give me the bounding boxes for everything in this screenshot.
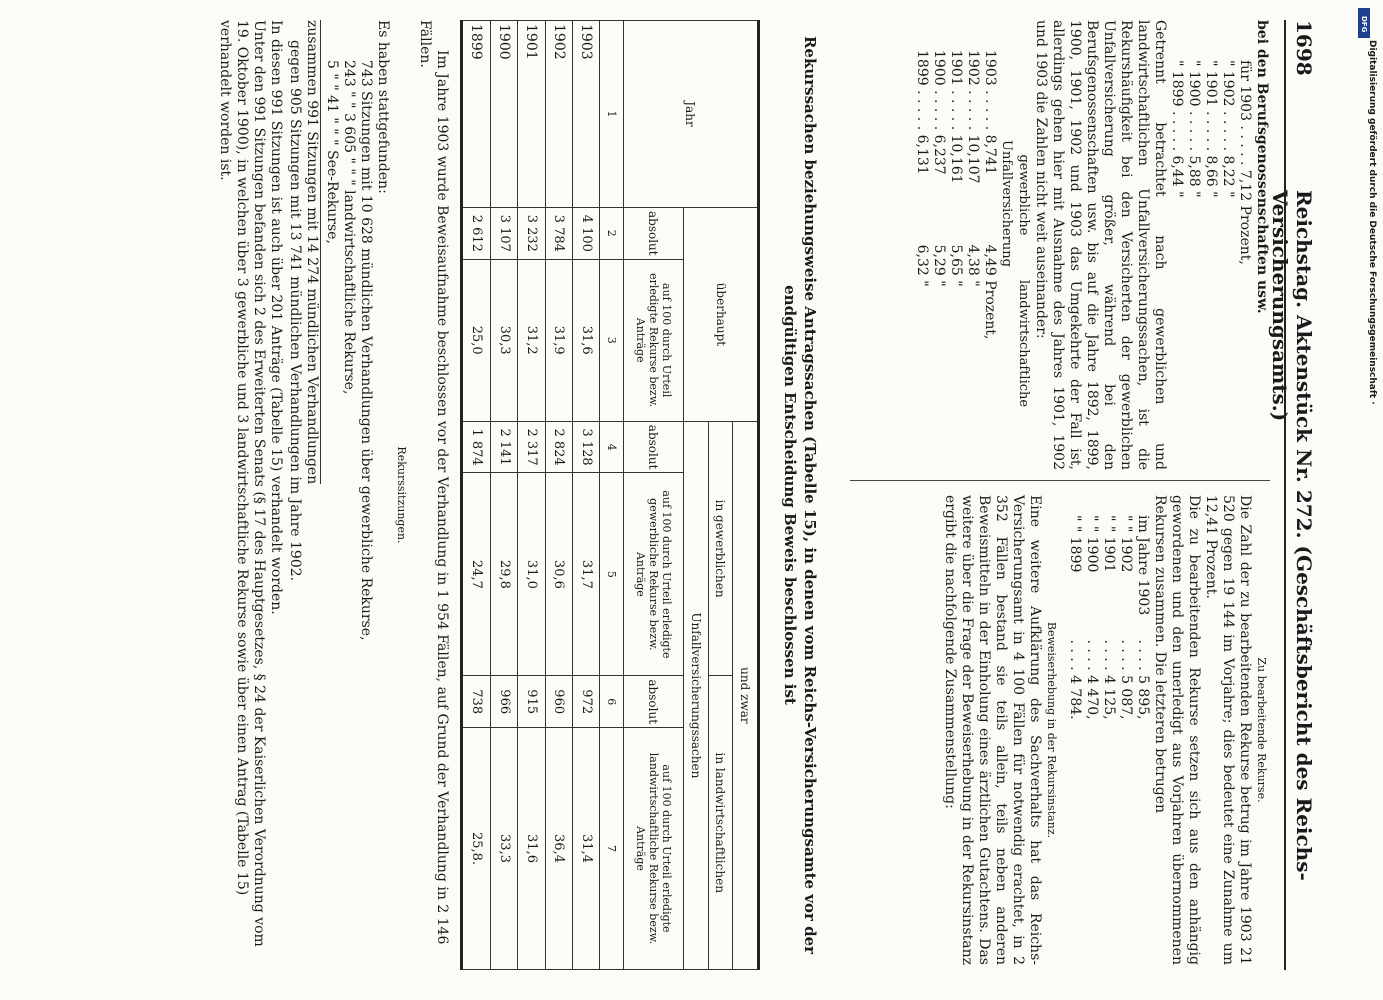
session-row: 743 Sitzungen mit 10 628 mündlichen Verhandlungen über gewerbliche Rekurse, (358, 60, 374, 641)
table-row: 1901 3 232 31,2 2 317 31,0 915 31,6 (518, 21, 545, 970)
col-number: 2 (600, 208, 623, 260)
page-header (1268, 20, 1322, 970)
col-head-per100: auf 100 durch Urteil erledigte Rekurse bezw. Anträge (623, 259, 684, 421)
rate-row: " 1900 . . . . . 5,88 " (1186, 60, 1202, 198)
right-column (941, 495, 1270, 965)
split-row: 1900 . . . . . 6,2375,29 " (931, 50, 947, 287)
col-number: 4 (600, 421, 623, 473)
rotated-content (50, 0, 1340, 990)
evidence-table (460, 20, 760, 970)
heading-rekurse: Zu bearbeitende Rekurse. (1255, 657, 1268, 803)
header-rule (1284, 20, 1286, 970)
para-rekurse-count: Die Zahl der zu bearbeitenden Rekurse betrug im Jahre 1903 21 520 gegen 19 144 im Vorjahre; dies bedeutet eine Zunahme um 12,41 Prozent. (1203, 495, 1253, 965)
col-number: 5 (600, 473, 623, 676)
rate-row: " 1901 . . . . . 8,66 " (1203, 60, 1219, 198)
col-head-absolut: absolut (623, 676, 684, 728)
carry-row: im Jahre 1903 . . . . 5 895, (1135, 515, 1151, 720)
col-head-absolut: absolut (623, 421, 684, 473)
bottom-section (216, 20, 450, 970)
col-head-per100-landw: auf 100 durch Urteil erledigte landwirtschaftliche Rekurse bezw. Anträge (623, 728, 684, 970)
split-headers (998, 20, 1032, 470)
split-row: 1899 . . . . . 6,1316,32 " (914, 50, 930, 287)
para-stattgefunden: Es haben stattgefunden: (375, 20, 391, 194)
session-row: 5 " " 41 " " " See-Rekurse, (324, 60, 340, 244)
rate-row: " 1899 . . . . . 6,44 " (1169, 60, 1185, 198)
split-row: 1901 . . . . . 10,1615,65 " (948, 50, 964, 287)
row-year: 1899 (462, 21, 491, 208)
sub-head-landw: landwirtschaftliche (1016, 280, 1031, 408)
dfg-logo: DFG (1358, 8, 1370, 38)
sub-head-gewerbl: gewerbliche Unfallversicherung (999, 140, 1031, 267)
col-number: 1 (600, 21, 623, 208)
rate-row: " 1902 . . . . . 8,22 " (1220, 60, 1236, 198)
para-rekurse-carry: Die zu bearbeitenden Rekurse setzen sich aus den anhängig gewordenen und den unerledigt aus Vorjahren übernommenen Rekursen zusammen. Die letzteren betrugen (1152, 495, 1202, 965)
evidence-table-grid (460, 20, 760, 970)
table-header-row (733, 21, 759, 970)
col-number: 7 (600, 728, 623, 970)
col-head-jahr: Jahr (623, 21, 758, 208)
table-row: 1902 3 784 31,9 2 824 30,6 960 36,4 (545, 21, 572, 970)
split-paragraph: Getrennt betrachtet nach gewerblichen und landwirtschaftlichen Unfallversicherungssachen, ist die Rekurshäufigkeit bei den Versicherten der gewerblichen Unfallversicherung größer, während bei den Berufsgenossenschaften usw. bis auf die Jahre 1892, 1899, 1900, 1901, 1902 und 1903 das Umgekehrte der Fall ist, allerdings gehen hier mit Ausnahme des Jahres 1901, 1902 und 1903 die Zahlen nicht weit auseinander: (1033, 20, 1168, 470)
digitization-credit: Digitalisierung gefördert durch die Deutsche Forschungsgemeinschaft · (1367, 40, 1377, 405)
col-head-unfall: Unfallversicherungssachen (684, 421, 709, 969)
row-year: 1902 (545, 21, 572, 208)
table-caption: Rekurssachen beziehungsweise Antragssachen (Tabelle 15), in denen vom Reichs-Versicherungsamte vor der endgültigen Entscheidung Beweis beschlossen ist (781, 35, 819, 955)
col-head-undzwar: und zwar (733, 421, 759, 969)
carry-row: " " 1899 . . . . 4 784. (1067, 515, 1083, 720)
running-title: Reichstag. Aktenstück Nr. 272. (Geschäftsbericht des Reichs-Versicherungsamts.) (1268, 190, 1316, 881)
para-beweis: Eine weitere Aufklärung des Sachverhalts hat das Reichs-Versicherungsamt in 4 100 Fällen für notwendig erachtet, in 2 352 Fällen bestand sie teils allein, teils neben anderen Beweismitteln in der Einholung eines ärztlichen Gutachtens. Das weitere über die Frage der Beweiserhebung in der Rekursinstanz ergibt die nachfolgende Zusammenstellung: (942, 495, 1043, 965)
table-row: 1900 3 107 30,3 2 141 29,8 966 33,3 (490, 21, 517, 970)
split-row: 1902 . . . . . 10,1074,38 " (965, 50, 981, 287)
rate-row: für 1903 . . . . . 7,12 Prozent, (1237, 60, 1253, 265)
left-column (913, 20, 1270, 470)
split-row: 1903 . . . . . 8,7414,49 Prozent, (982, 50, 998, 340)
session-list (323, 20, 374, 970)
para-erweiterter-senat: Unter den 991 Sitzungen befanden sich 2 des Erweiterten Senats (§ 17 des Hauptgesetzes, § 24 der Kaiserlichen Verordnung vom 19. Oktober 1900), in welchen über 3 gewerbliche und 3 landwirtschaftliche Rekurse sowie über einen Antrag (Tabelle 15) verhandelt worden ist. (217, 20, 267, 947)
session-compare: gegen 905 Sitzungen mit 13 741 mündlichen Verhandlungen im Jahre 1902. (287, 40, 303, 582)
session-sum: zusammen 991 Sitzungen mit 14 274 mündlichen Verhandlungen (304, 20, 320, 485)
col-head-landw: in landwirtschaftlichen (708, 676, 733, 970)
col-head-ueberhaupt: überhaupt (684, 208, 759, 422)
carry-row: " " 1901 . . . . 4 125, (1101, 515, 1117, 720)
session-row: 243 " " 3 605 " " " landwirtschaftliche Rekurse, (341, 60, 357, 395)
column-number-row (600, 21, 623, 970)
table-row: 1903 4 100 31,6 3 128 31,7 972 31,4 (573, 21, 600, 970)
carry-row: " " 1902 . . . . 5 087, (1118, 515, 1134, 720)
page-number: 1698 (1292, 20, 1316, 76)
intro-text: bei den Berufsgenossenschaften usw. (1254, 20, 1270, 314)
row-year: 1903 (573, 21, 600, 208)
carry-list (1066, 495, 1151, 965)
para-antraege: In diesen 991 Sitzungen ist auch über 201 Anträge (Tabelle 15) verhandelt worden. (268, 20, 284, 615)
rate-list (1168, 20, 1253, 470)
column-divider (850, 480, 1270, 481)
heading-beweis: Beweiserhebung in der Rekursinstanz. (1045, 621, 1058, 839)
carry-row: " " 1900 . . . . 4 470, (1084, 515, 1100, 720)
row-year: 1900 (490, 21, 517, 208)
table-row: 1899 2 612 25,0 1 874 24,7 738 25,8. (462, 21, 491, 970)
split-table (913, 20, 998, 470)
col-head-per100-gewerbl: auf 100 durch Urteil erledigte gewerbliche Rekurse bezw. Anträge (623, 473, 684, 676)
col-number: 6 (600, 676, 623, 728)
col-number: 3 (600, 259, 623, 421)
col-head-gewerbl: in gewerblichen (708, 421, 733, 676)
para-beweisaufnahme: Im Jahre 1903 wurde Beweisaufnahme beschlossen vor der Verhandlung in 1 954 Fällen, auf Grund der Verhandlung in 2 146 Fällen. (417, 20, 450, 945)
col-head-absolut: absolut (623, 208, 684, 260)
heading-sitzungen: Rekurssitzungen. (395, 446, 408, 544)
row-year: 1901 (518, 21, 545, 208)
